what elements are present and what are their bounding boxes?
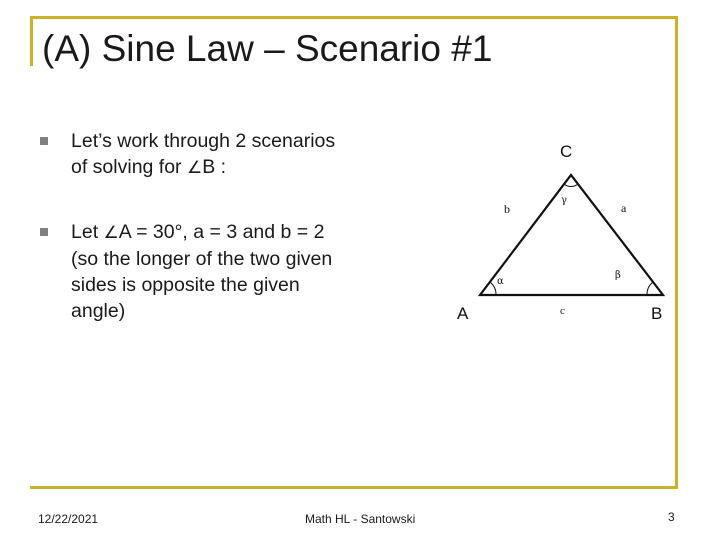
bullet-2-line-4: angle) [71,300,126,322]
angle-beta-label: β [615,270,621,281]
bullet-item-2 [40,219,420,324]
page-number: 3 [668,510,675,524]
bullet-item-1 [40,128,420,181]
side-a-label: a [621,201,627,215]
angle-gamma-label: γ [561,195,567,206]
triangle-diagram [450,135,675,330]
frame-right-line [675,16,678,486]
slide-title: (A) Sine Law – Scenario #1 [42,28,493,69]
bullet-2-prefix: Let [71,221,104,243]
square-bullet-icon [40,228,48,236]
frame-left-line [30,16,33,66]
vertex-b-label: B [651,304,663,323]
triangle-outline [480,175,663,295]
footer-date: 12/22/2021 [38,512,99,526]
angle-alpha-label: α [497,276,504,287]
frame-top-line [30,16,678,19]
footer-author: Math HL - Santowski [305,512,416,526]
angle-symbol: ∠ [186,158,203,178]
bullet-1-line-2: of solving for [71,156,187,178]
bullet-list [40,128,420,324]
bullet-2-line-3: sides is opposite the given [71,274,300,296]
angle-beta-arc [647,282,653,295]
square-bullet-icon [40,137,48,145]
vertex-c-label: C [560,142,573,161]
bullet-1-line-1: Let’s work through 2 scenarios [71,130,336,152]
side-b-label: b [504,202,510,216]
bullet-2-line-1: A = 30°, a = 3 and b = 2 [118,221,325,243]
bullet-2-line-2: (so the longer of the two given [71,248,333,270]
angle-symbol: ∠ [103,223,119,243]
vertex-a-label: A [457,304,469,323]
angle-gamma-arc [564,184,578,187]
bullet-1-tail: B : [202,156,227,178]
frame-bottom-line [30,486,678,489]
angle-alpha-arc [490,282,496,295]
side-c-label: c [560,305,565,317]
